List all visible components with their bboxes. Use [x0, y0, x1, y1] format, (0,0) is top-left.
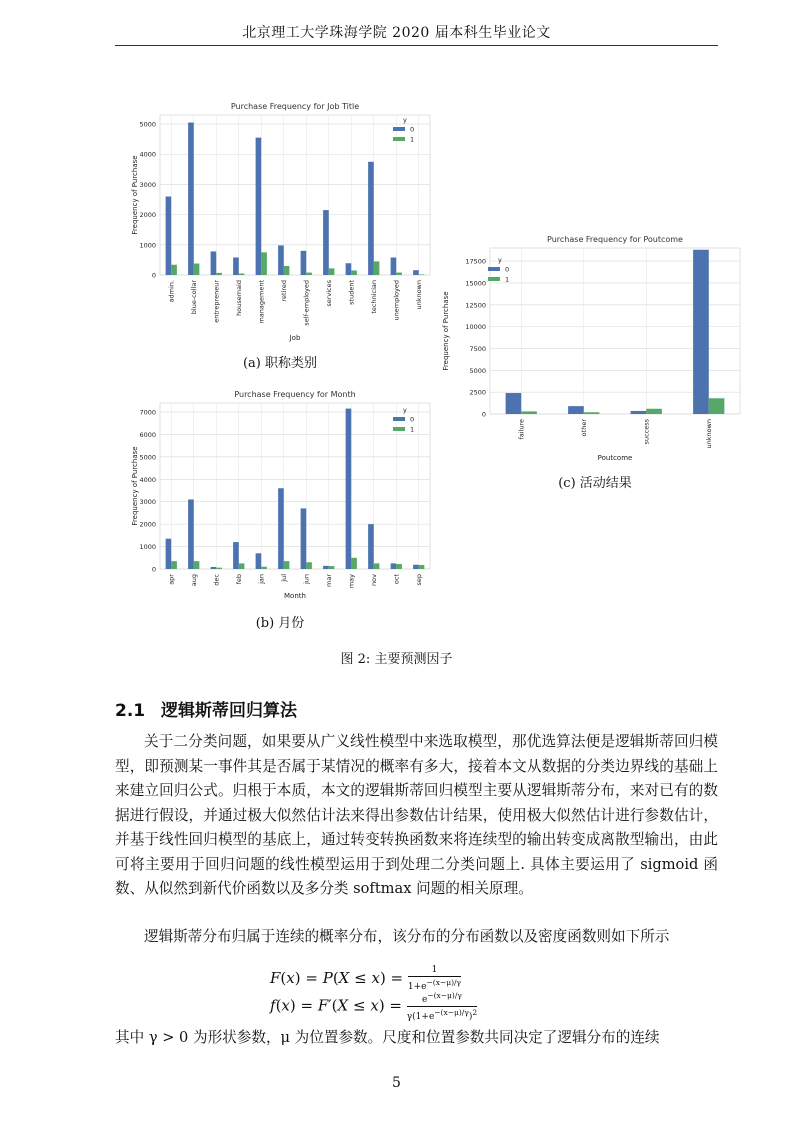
bar-y0	[278, 488, 284, 569]
x-tick-label: mar	[324, 574, 333, 587]
paragraph-3	[115, 1026, 718, 1051]
paragraph-1	[115, 730, 718, 902]
bar-y0	[568, 406, 584, 414]
legend-label: 1	[505, 275, 510, 284]
x-tick-label: may	[347, 574, 356, 589]
legend-label: 1	[410, 425, 415, 434]
y-tick-label: 3000	[139, 498, 156, 507]
legend-swatch	[488, 267, 500, 271]
y-tick-label: 2000	[139, 211, 156, 220]
bar-y1	[396, 273, 402, 275]
legend-label: 0	[505, 265, 510, 274]
x-tick-label: entrepreneur	[212, 280, 221, 323]
bar-y1	[261, 252, 267, 275]
bar-y1	[171, 265, 177, 275]
legend-swatch	[393, 127, 405, 131]
legend-swatch	[488, 277, 500, 281]
caption-a: (a) 职称类别	[242, 356, 318, 371]
y-tick-label: 15000	[465, 279, 486, 288]
bar-y0	[391, 257, 397, 275]
bar-y1	[351, 558, 357, 569]
x-tick-label: jun	[302, 574, 311, 585]
y-tick-label: 1000	[139, 241, 156, 250]
bar-y0	[301, 251, 307, 275]
bar-y0	[391, 563, 397, 569]
bar-y0	[323, 566, 329, 569]
section-title: 逻辑斯蒂回归算法	[161, 701, 297, 721]
x-tick-label: housemaid	[234, 280, 243, 316]
x-tick-label: student	[347, 280, 356, 305]
x-tick-label: self-employed	[302, 280, 311, 326]
bar-y0	[631, 411, 647, 414]
legend-label: 0	[410, 125, 415, 134]
chart-title: Purchase Frequency for Month	[234, 390, 356, 399]
x-tick-label: unemployed	[392, 280, 401, 321]
equation-cdf: F(x) = P(X ≤ x) = $\frac{1}{1+e^{-(x-\mu)/\gamma}}$	[270, 965, 462, 992]
bar-y1	[374, 563, 380, 569]
paragraph-2	[115, 925, 718, 950]
legend-swatch	[393, 137, 405, 141]
x-axis-label: Job	[289, 334, 301, 342]
paragraph-2-text: 逻辑斯蒂分布归属于连续的概率分布，该分布的分布函数以及密度函数则如下所示	[144, 928, 670, 945]
running-header: 北京理工大学珠海学院 2020 届本科生毕业论文	[242, 25, 551, 41]
y-tick-label: 4000	[139, 475, 156, 484]
bar-y0	[256, 138, 262, 275]
legend-label: 0	[410, 415, 415, 424]
bar-y1	[709, 398, 725, 414]
y-tick-label: 0	[481, 410, 486, 419]
plot-area	[160, 403, 430, 569]
bar-y0	[413, 270, 419, 275]
chart-month	[115, 380, 445, 600]
y-tick-label: 2000	[139, 520, 156, 529]
bar-y1	[284, 561, 290, 569]
page-number: 5	[392, 1075, 401, 1091]
y-tick-label: 4000	[139, 150, 156, 159]
bar-y1	[306, 562, 312, 569]
bar-y1	[521, 411, 537, 414]
y-tick-label: 1000	[139, 543, 156, 552]
x-tick-label: oct	[392, 574, 401, 585]
legend-swatch	[393, 417, 405, 421]
bar-y0	[693, 250, 709, 414]
chart-poutcome	[438, 228, 748, 468]
x-tick-label: services	[324, 280, 333, 307]
bar-y1	[194, 264, 200, 275]
bar-y0	[323, 210, 329, 275]
bar-y1	[216, 273, 222, 275]
x-tick-label: retired	[279, 280, 288, 302]
legend-title: y	[498, 256, 502, 264]
equation-pdf: f(x) = F′(X ≤ x) = $\frac{e^{-(x-\mu)/\gamma}}{\gamma(1+e^{-(x-\mu)/\gamma})^2}$	[270, 991, 478, 1022]
x-tick-label: success	[642, 419, 651, 445]
y-tick-label: 5000	[139, 453, 156, 462]
bar-y1	[216, 568, 222, 569]
bar-y1	[171, 561, 177, 569]
y-tick-label: 5000	[139, 120, 156, 129]
y-axis-label: Frequency of Purchase	[131, 446, 139, 526]
x-axis-label: Poutcome	[597, 454, 633, 462]
bar-y1	[351, 270, 357, 275]
x-tick-label: other	[579, 419, 588, 437]
bar-y1	[419, 565, 425, 569]
bar-y0	[301, 508, 307, 569]
x-tick-label: jul	[279, 574, 288, 582]
figure-caption: 图 2: 主要预测因子	[340, 652, 453, 667]
bar-y0	[346, 409, 352, 569]
x-axis-label: Month	[284, 592, 306, 600]
bar-y1	[239, 563, 245, 569]
y-tick-label: 5000	[469, 366, 486, 375]
bar-y1	[584, 412, 600, 414]
bar-y0	[256, 553, 262, 569]
legend-label: 1	[410, 135, 415, 144]
bar-y0	[211, 251, 217, 275]
bar-y1	[396, 564, 402, 569]
bar-y1	[374, 261, 380, 275]
y-tick-label: 2500	[469, 388, 486, 397]
bar-y1	[306, 273, 312, 275]
x-tick-label: failure	[517, 419, 526, 440]
y-axis-label: Frequency of Purchase	[442, 291, 450, 371]
section-heading	[115, 696, 297, 721]
bar-y1	[329, 566, 335, 569]
chart-title: Purchase Frequency for Job Title	[230, 102, 360, 111]
plot-area	[160, 115, 430, 275]
x-tick-label: nov	[369, 574, 378, 586]
x-tick-label: sep	[414, 574, 423, 586]
y-tick-label: 17500	[465, 257, 486, 266]
section-number: 2.1	[115, 701, 146, 721]
y-tick-label: 7000	[139, 408, 156, 417]
chart-job-title	[115, 88, 445, 346]
x-tick-label: unknown	[704, 419, 713, 449]
bar-y0	[413, 565, 419, 569]
bar-y0	[166, 197, 172, 275]
bar-y0	[188, 123, 194, 275]
bar-y0	[368, 162, 374, 275]
x-tick-label: dec	[212, 574, 221, 586]
caption-c: (c) 活动结果	[558, 476, 632, 491]
y-tick-label: 0	[151, 271, 156, 280]
y-tick-label: 6000	[139, 430, 156, 439]
x-tick-label: unknown	[414, 280, 423, 310]
legend-swatch	[393, 427, 405, 431]
x-tick-label: jan	[257, 574, 266, 584]
bar-y1	[261, 567, 267, 569]
bar-y1	[329, 268, 335, 275]
bar-y0	[166, 539, 172, 569]
y-tick-label: 12500	[465, 301, 486, 310]
y-axis-label: Frequency of Purchase	[131, 155, 139, 235]
bar-y0	[233, 257, 239, 275]
caption-b: (b) 月份	[255, 616, 305, 631]
x-tick-label: admin.	[167, 280, 176, 303]
x-tick-label: blue-collar	[189, 280, 198, 315]
bar-y1	[239, 273, 245, 275]
y-tick-label: 7500	[469, 344, 486, 353]
bar-y0	[233, 542, 239, 569]
bar-y1	[284, 266, 290, 275]
x-tick-label: apr	[167, 574, 176, 585]
paragraph-3-text: 其中 γ > 0 为形状参数，μ 为位置参数。尺度和位置参数共同决定了逻辑分布的连续	[115, 1029, 660, 1046]
header-rule	[115, 45, 718, 46]
bar-y1	[194, 561, 200, 569]
bar-y1	[419, 274, 425, 275]
x-tick-label: technician	[369, 280, 378, 314]
bar-y1	[646, 409, 662, 414]
chart-title: Purchase Frequency for Poutcome	[547, 235, 683, 244]
x-tick-label: feb	[234, 574, 243, 585]
x-tick-label: aug	[189, 574, 198, 587]
y-tick-label: 10000	[465, 323, 486, 332]
legend-title: y	[403, 116, 407, 124]
bar-y0	[346, 263, 352, 275]
bar-y0	[278, 245, 284, 275]
bar-y0	[188, 499, 194, 569]
y-tick-label: 0	[151, 565, 156, 574]
bar-y0	[368, 524, 374, 569]
y-tick-label: 3000	[139, 180, 156, 189]
legend-title: y	[403, 406, 407, 414]
bar-y0	[506, 393, 522, 414]
bar-y0	[211, 567, 217, 569]
paragraph-1-text: 关于二分类问题，如果要从广义线性模型中来选取模型，那优选算法便是逻辑斯蒂回归模型，即预测某一事件其是否属于某情况的概率有多大，接着本文从数据的分类边界线的基础上来建立回归公式。归根于本质，本文的逻辑斯蒂回归模型主要从逻辑斯蒂分布，来对已有的数据进行假设，并通过极大似然估计法来得出参数估计结果，使用极大似然估计进行参数估计，并基于线性回归模型的基底上，通过转变转换函数来将连续型的输出转变成离散型输出，由此可将主要用于回归问题的线性模型运用于到处理二分类问题上. 具体主要运用了 sigmoid 函数、从似然到新代价函数以及多分类 softmax 问题的相关原理。	[115, 733, 718, 897]
x-tick-label: management	[257, 280, 266, 324]
